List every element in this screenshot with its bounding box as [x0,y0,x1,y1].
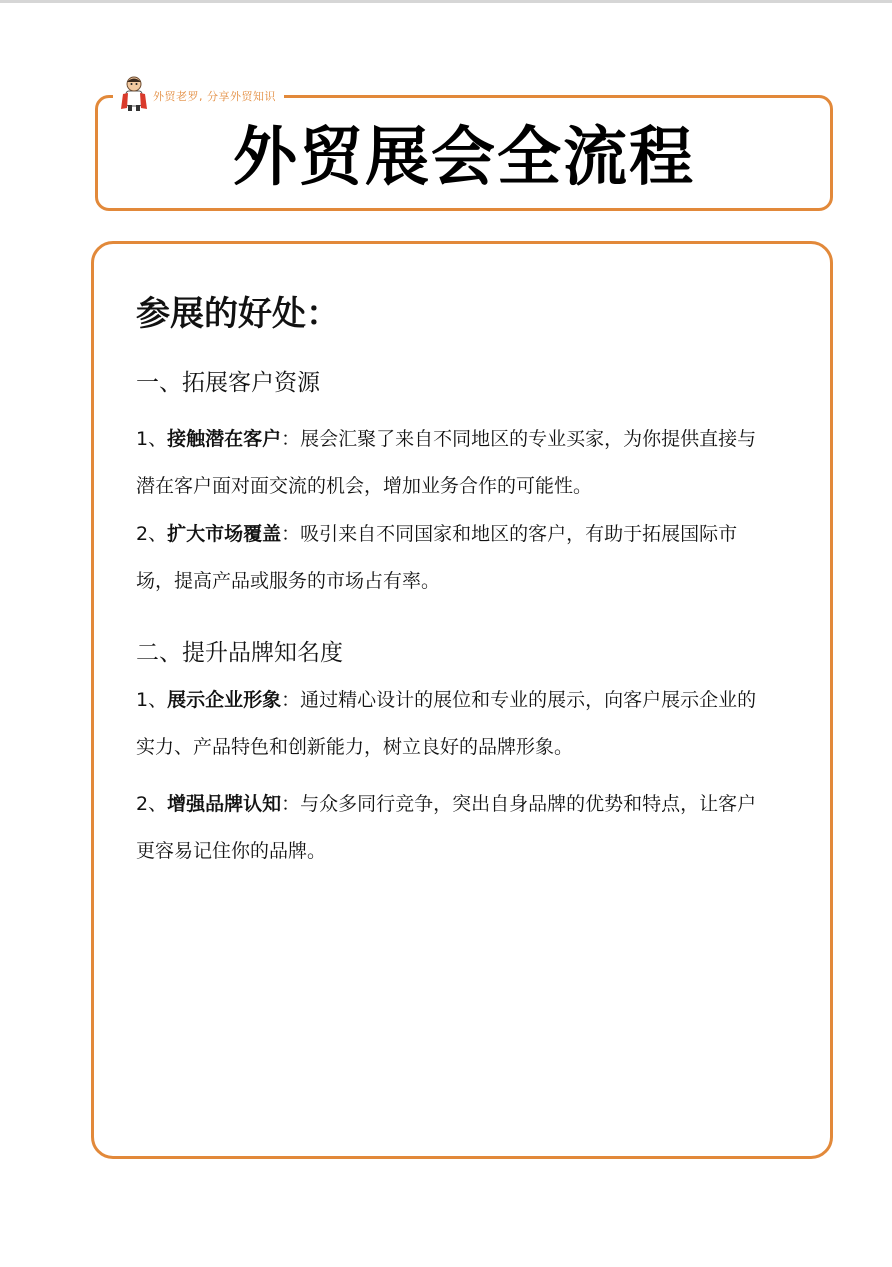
section-heading: 一、拓展客户资源 [136,370,320,396]
item-label: 扩大市场覆盖 [167,523,282,545]
item-text: 通过精心设计的展位和专业的展示，向客户展示企业的实力、产品特色和创新能力，树立良好的品牌形象。 [136,689,757,758]
top-divider [0,0,892,3]
list-item [136,416,766,510]
item-number: 2、 [136,793,168,815]
tagline-text: 外贸老罗, 分享外贸知识 [153,90,276,103]
item-number: 2、 [136,523,168,545]
item-separator: ： [281,793,301,815]
benefits-heading: 参展的好处： [136,294,340,334]
item-separator: ： [281,523,301,545]
item-label: 展示企业形象 [167,689,282,711]
section-heading: 二、提升品牌知名度 [136,640,343,666]
item-number: 1、 [136,689,168,711]
item-text: 与众多同行竞争，突出自身品牌的优势和特点，让客户更容易记住你的品牌。 [136,793,757,862]
item-label: 接触潜在客户 [167,428,282,450]
item-text: 吸引来自不同国家和地区的客户，有助于拓展国际市场，提高产品或服务的市场占有率。 [136,523,738,592]
list-item [136,781,766,875]
list-item [136,677,766,771]
cartoon-avatar-icon [119,74,149,112]
page-title: 外贸展会全流程 [233,120,695,195]
item-text: 展会汇聚了来自不同地区的专业买家，为你提供直接与潜在客户面对面交流的机会，增加业务合作的可能性。 [136,428,757,497]
item-number: 1、 [136,428,168,450]
brand-tagline [113,72,284,112]
item-separator: ： [281,689,301,711]
content-area [136,280,766,875]
item-separator: ： [281,428,301,450]
item-label: 增强品牌认知 [167,793,282,815]
list-item [136,511,766,605]
